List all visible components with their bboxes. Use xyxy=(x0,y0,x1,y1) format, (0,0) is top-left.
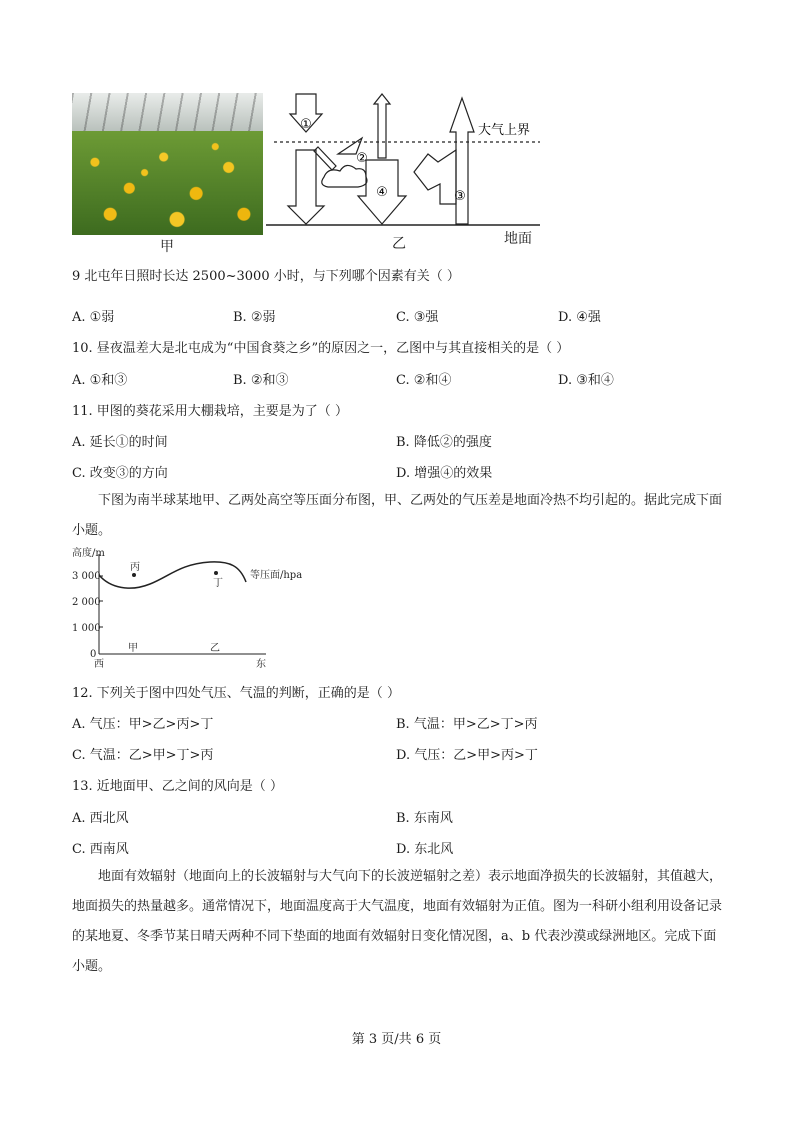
point-yi: 乙 xyxy=(210,643,220,654)
question-13-stem: 13. 近地面甲、乙之间的风向是（ ） xyxy=(72,779,283,794)
q9-option-a[interactable]: A. ①弱 xyxy=(72,310,115,325)
q10-option-b[interactable]: B. ②和③ xyxy=(233,373,289,388)
point-bing: 丙 xyxy=(130,562,140,573)
q12-option-c[interactable]: C. 气温：乙>甲>丁>丙 xyxy=(72,748,214,763)
q10-option-a[interactable]: A. ①和③ xyxy=(72,373,128,388)
q9-option-c[interactable]: C. ③强 xyxy=(396,310,439,325)
figure-label-jia: 甲 xyxy=(160,239,174,255)
q12-option-d[interactable]: D. 气压：乙>甲>丙>丁 xyxy=(396,748,538,763)
q13-option-a[interactable]: A. 西北风 xyxy=(72,811,129,826)
question-10-stem: 10. 昼夜温差大是北屯成为“中国食葵之乡”的原因之一，乙图中与其直接相关的是（ ） xyxy=(72,341,570,356)
point-jia: 甲 xyxy=(128,643,138,654)
q12-option-a[interactable]: A. 气压：甲>乙>丙>丁 xyxy=(72,717,214,732)
q11-option-b[interactable]: B. 降低②的强度 xyxy=(396,435,492,450)
chart-ylabel: 高度/m xyxy=(72,548,105,559)
label-2: ② xyxy=(356,151,368,166)
tick-2000: 2 000 xyxy=(72,597,101,608)
question-9-stem: 9 北屯年日照时长达 2500~3000 小时，与下列哪个因素有关（ ） xyxy=(72,269,460,284)
label-1: ① xyxy=(300,117,312,132)
ground-label: 地面 xyxy=(504,231,532,247)
label-3: ③ xyxy=(454,189,466,204)
label-east: 东 xyxy=(256,659,266,670)
q11-option-c[interactable]: C. 改变③的方向 xyxy=(72,466,168,481)
radiation-diagram xyxy=(266,92,546,242)
question-11-stem: 11. 甲图的葵花采用大棚栽培，主要是为了（ ） xyxy=(72,404,348,419)
page-footer: 第 3 页/共 6 页 xyxy=(351,1032,442,1047)
q11-option-a[interactable]: A. 延长①的时间 xyxy=(72,435,168,450)
atmos-top-label: 大气上界 xyxy=(478,123,531,138)
tick-3000: 3 000 xyxy=(72,571,101,582)
q13-option-c[interactable]: C. 西南风 xyxy=(72,842,129,857)
q13-option-b[interactable]: B. 东南风 xyxy=(396,811,453,826)
isobar-chart xyxy=(70,544,310,672)
label-4: ④ xyxy=(376,185,388,200)
figure-label-yi: 乙 xyxy=(392,236,406,252)
intro-paragraph-3: 地面有效辐射（地面向上的长波辐射与大气向下的长波逆辐射之差）表示地面净损失的长波辐射，其值越大，地面损失的热量越多。通常情况下，地面温度高于大气温度，地面有效辐射为正值。图为一科研小组利用设备记录的某地夏、冬季节某日晴天两种不同下垫面的地面有效辐射日变化情况图，a、b 代表沙漠或绿洲地区。完成下面小题。 xyxy=(72,869,723,974)
q13-option-d[interactable]: D. 东北风 xyxy=(396,842,454,857)
tick-1000: 1 000 xyxy=(72,623,101,634)
isobar-label: 等压面/hpa xyxy=(250,570,303,581)
tick-0: 0 xyxy=(90,649,97,660)
q12-option-b[interactable]: B. 气温：甲>乙>丁>丙 xyxy=(396,717,538,732)
point-ding: 丁 xyxy=(213,578,223,589)
q10-option-d[interactable]: D. ③和④ xyxy=(558,373,614,388)
sunflower-greenhouse-photo xyxy=(72,93,263,235)
q9-option-b[interactable]: B. ②弱 xyxy=(233,310,276,325)
question-12-stem: 12. 下列关于图中四处气压、气温的判断，正确的是（ ） xyxy=(72,686,400,701)
label-west: 西 xyxy=(94,659,104,670)
intro-paragraph-2: 下图为南半球某地甲、乙两处高空等压面分布图，甲、乙两处的气压差是地面冷热不均引起的。据此完成下面小题。 xyxy=(72,493,723,538)
q10-option-c[interactable]: C. ②和④ xyxy=(396,373,452,388)
q11-option-d[interactable]: D. 增强④的效果 xyxy=(396,466,493,481)
q9-option-d[interactable]: D. ④强 xyxy=(558,310,601,325)
